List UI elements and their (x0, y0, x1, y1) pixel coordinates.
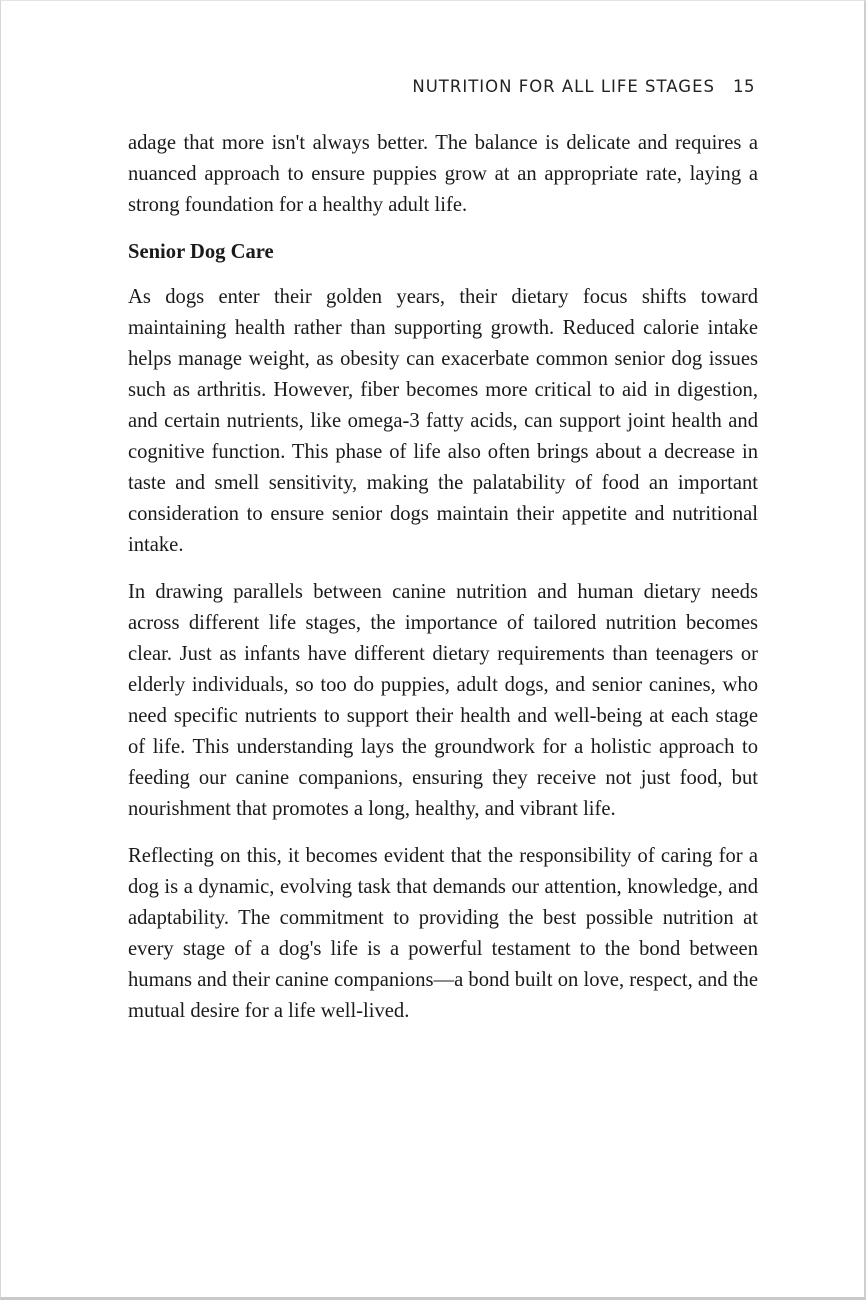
section-heading: Senior Dog Care (128, 241, 274, 263)
paragraph-parallels: In drawing parallels between canine nutrition and human dietary needs across different life stages, the importance of tailored nutrition becomes clear. Just as infants have different dietary requirements than teenagers or elderly individuals, so too do puppies, adult dogs, and senior canines, who need specific nutrients to support their health and well-being at each stage of life. This understanding lays the groundwork for a holistic approach to feeding our canine companions, ensuring they receive not just food, but nourishment that promotes a long, healthy, and vibrant life. (128, 581, 758, 820)
page-body (128, 128, 758, 1043)
paragraph-senior-care: As dogs enter their golden years, their dietary focus shifts toward maintaining health rather than supporting growth. Reduced calorie intake helps manage weight, as obesity can exacerbate common senior dog issues such as arthritis. However, fiber becomes more critical to aid in digestion, and certain nutrients, like omega-3 fatty acids, can support joint health and cognitive function. This phase of life also often brings about a decrease in taste and smell sensitivity, making the palatability of food an important consideration to ensure senior dogs maintain their appetite and nutritional intake. (128, 286, 758, 556)
paragraph-continuation: adage that more isn't always better. The balance is delicate and requires a nuanced approach to ensure puppies grow at an appropriate rate, laying a strong foundation for a healthy adult life. (128, 132, 758, 216)
paragraph-reflection: Reflecting on this, it becomes evident that the responsibility of caring for a dog is a dynamic, evolving task that demands our attention, knowledge, and adaptability. The commitment to providing the best possible nutrition at every stage of a dog's life is a powerful testament to the bond between humans and their canine companions—a bond built on love, respect, and the mutual desire for a life well-lived. (128, 845, 758, 1022)
running-header (412, 77, 755, 96)
page-number: 15 (733, 77, 755, 96)
running-title: NUTRITION FOR ALL LIFE STAGES (412, 77, 715, 96)
